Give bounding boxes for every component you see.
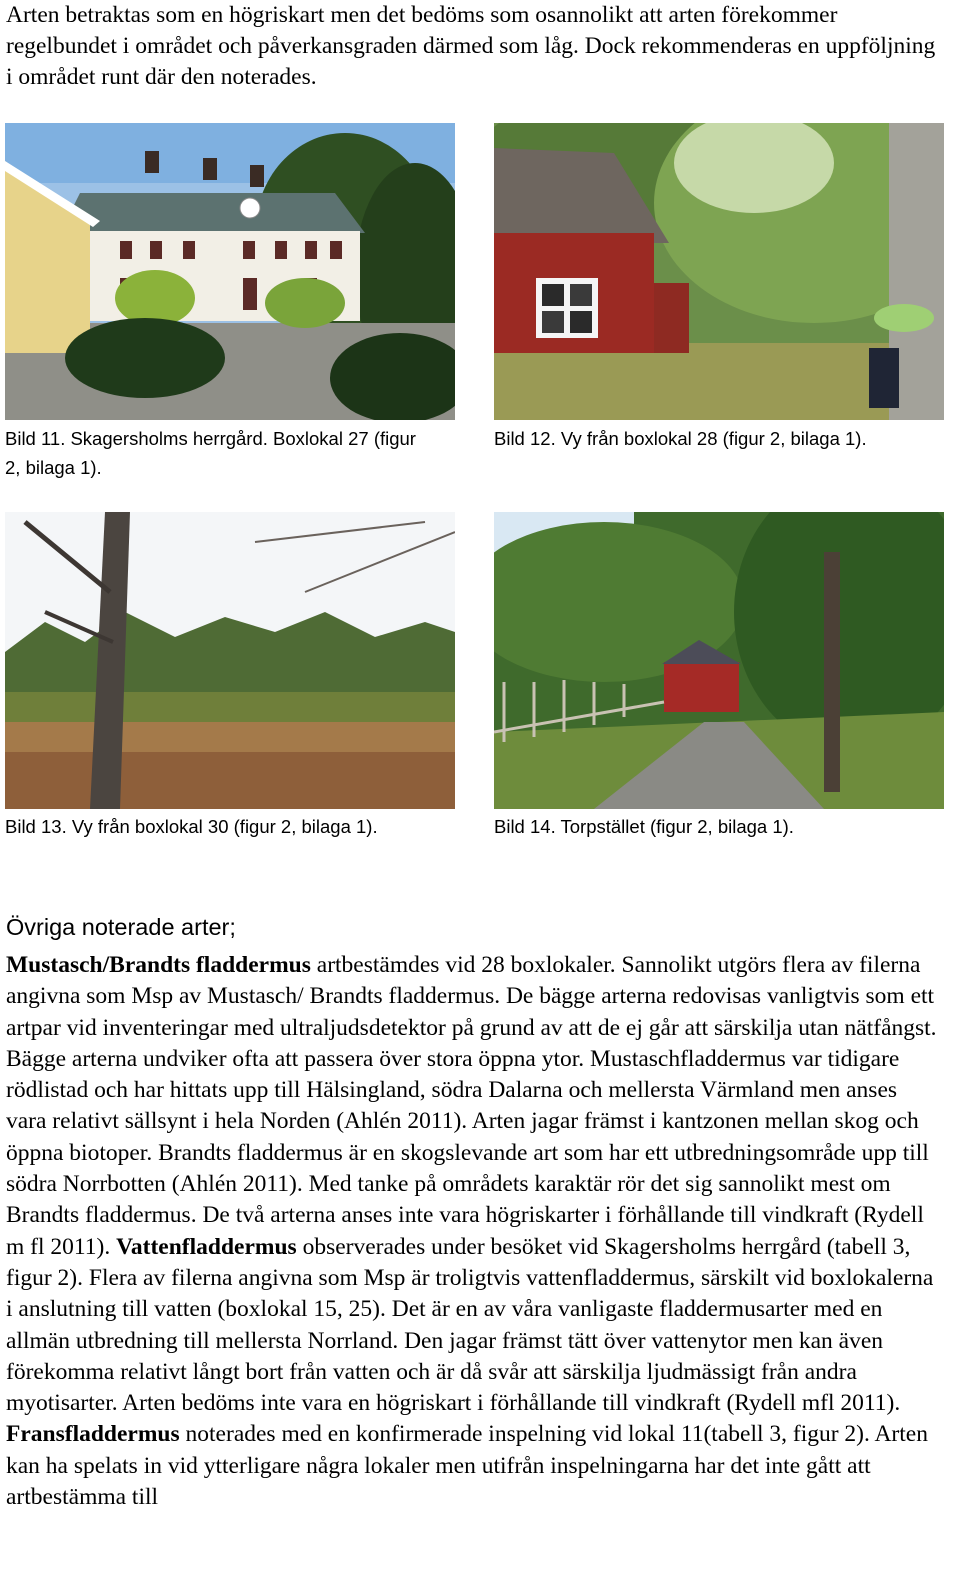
- caption-bild-13: Bild 13. Vy från boxlokal 30 (figur 2, bilaga 1).: [5, 816, 378, 837]
- species-name-fransfladdermus: Fransfladdermus: [6, 1421, 180, 1448]
- species-body-text: [6, 950, 940, 1513]
- body-segment: observerades under besöket vid Skagersholms herrgård (tabell 3, figur 2). Flera av filerna angivna som Msp är troligtvis vattenfladdermus, särskilt vid boxlokalerna i anslutning till vatten (boxlokal 15, 25). Det är en av våra vanligaste fladdermusarter med en allmän utbredning till mellersta Norrland. Den jagar främst tätt över vattenytor men kan även förekomma relativt långt bort från vatten och är då svår att särskilja ljudmässigt från andra myotisarter. Arten bedöms inte vara en högriskart i förhållande till vindkraft (Rydell mfl 2011).: [6, 1233, 934, 1417]
- photo-manor-house: [5, 123, 455, 420]
- photo-farmstead: [494, 512, 944, 809]
- species-name-vattenfladdermus: Vattenfladdermus: [116, 1233, 297, 1260]
- intro-paragraph: Arten betraktas som en högriskart men det bedöms som osannolikt att arten förekommer regelbundet i området och påverkansgraden därmed som låg. Dock rekommenderas en uppföljning i området runt där den noterades.: [6, 2, 936, 90]
- caption-bild-12: Bild 12. Vy från boxlokal 28 (figur 2, bilaga 1).: [494, 428, 867, 449]
- photo-red-cottage: [494, 123, 944, 420]
- caption-bild-14: Bild 14. Torpstället (figur 2, bilaga 1).: [494, 816, 794, 837]
- caption-bild-11: Bild 11. Skagersholms herrgård. Boxlokal 27 (figur 2, bilaga 1).: [5, 428, 416, 478]
- body-segment: artbestämdes vid 28 boxlokaler. Sannolikt utgörs flera av filerna angivna som Msp av Mustasch/ Brandts fladdermus. De bägge arterna redovisas vanligtvis som ett artpar vid inventeringar med ultraljudsdetektor på grund av att de ej går att särskilja utan nätfångst. Bägge arterna undviker ofta att passera över stora öppna ytor. Mustaschfladdermus var tidigare rödlistad och har hittats upp till Hälsingland, södra Dalarna och mellersta Värmland men anses vara relativt sällsynt i hela Norden (Ahlén 2011). Arten jagar främst i kantzonen mellan skog och öppna biotoper. Brandts fladdermus är en skogslevande art som har ett utbredningsområde upp till södra Norrbotten (Ahlén 2011). Med tanke på områdets karaktär rör det sig sannolikt mest om Brandts fladdermus. De två arterna anses inte vara högriskarter i förhållande till vindkraft (Rydell m fl 2011).: [6, 952, 937, 1260]
- photo-bog-view: [5, 512, 455, 809]
- body-segment: noterades med en konfirmerade inspelning vid lokal 11(tabell 3, figur 2). Arten kan ha spelats in vid ytterligare några lokaler men utifrån inspelningarna har det inte gått att artbestämma till: [6, 1421, 928, 1511]
- section-heading: Övriga noterade arter;: [6, 914, 236, 940]
- species-name-mustasch-brandts: Mustasch/Brandts fladdermus: [6, 952, 311, 978]
